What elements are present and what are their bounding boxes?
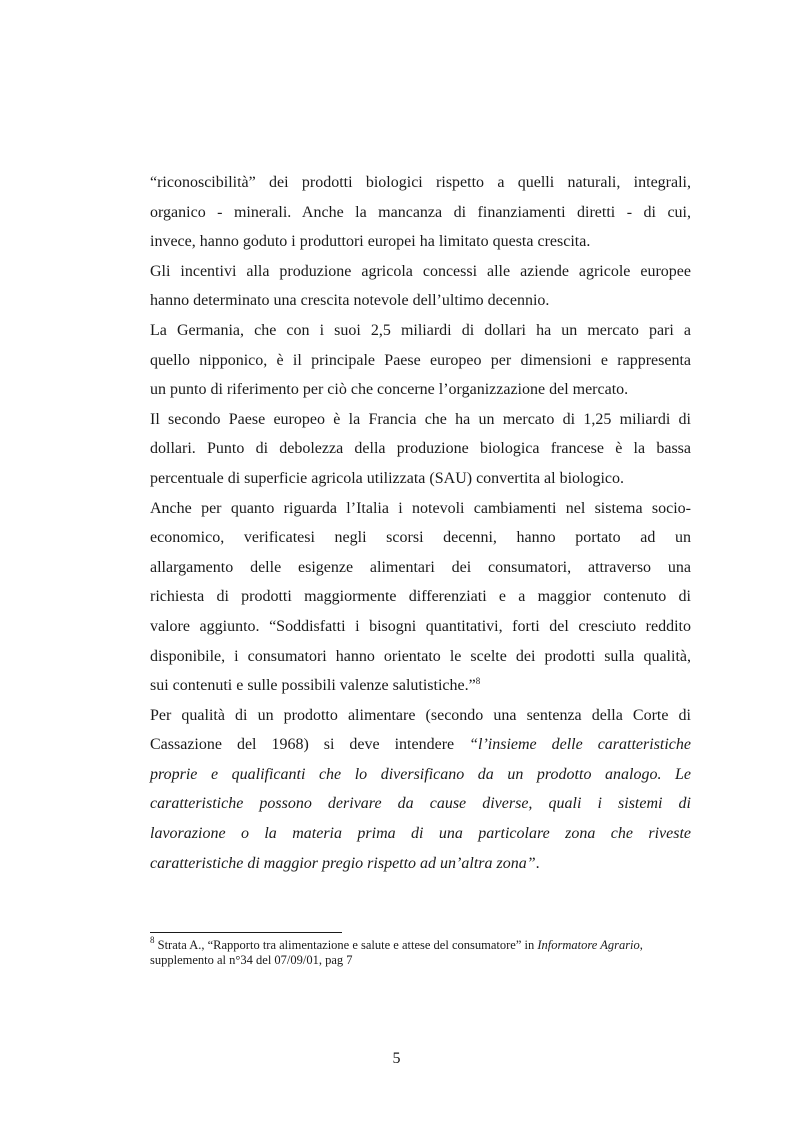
footnote-ref-8: 8 xyxy=(475,676,481,687)
body-line-18 xyxy=(150,671,691,701)
body-line-23: lavorazione o la materia prima di una particolare zona che riveste xyxy=(150,825,691,843)
quote-start: “l’insieme delle caratteristiche xyxy=(469,736,692,754)
footnote-line-2: supplemento al n°34 del 07/09/01, pag 7 xyxy=(150,953,353,967)
body-line-2: organico - minerali. Anche la mancanza di finanziamenti diretti - di cui, xyxy=(150,203,691,221)
page-number: 5 xyxy=(392,1050,401,1067)
body-line-22: caratteristiche possono derivare da cause diverse, quali i sistemi di xyxy=(150,795,691,813)
footnote-marker: 8 xyxy=(150,935,155,945)
body-line-12: Anche per quanto riguarda l’Italia i notevoli cambiamenti nel sistema socio- xyxy=(150,499,691,517)
body-line-10: dollari. Punto di debolezza della produzione biologica francese è la bassa xyxy=(150,440,691,458)
body-line-16: valore aggiunto. “Soddisfatti i bisogni quantitativi, forti del cresciuto reddito xyxy=(150,617,691,635)
body-line-9: Il secondo Paese europeo è la Francia che ha un mercato di 1,25 miliardi di xyxy=(150,410,691,428)
body-line-21: proprie e qualificanti che lo diversificano da un prodotto analogo. Le xyxy=(150,765,691,783)
body-line-8: un punto di riferimento per ciò che concerne l’organizzazione del mercato. xyxy=(150,381,629,399)
body-line-20 xyxy=(150,730,691,760)
body-line-4: Gli incentivi alla produzione agricola concessi alle aziende agricole europee xyxy=(150,262,691,280)
footnote-separator xyxy=(150,932,342,933)
body-line-24 xyxy=(150,849,691,879)
body-line-20-text: Cassazione del 1968) si deve intendere xyxy=(150,736,470,754)
body-line-11: percentuale di superficie agricola utilizzata (SAU) convertita al biologico. xyxy=(150,469,625,487)
footnote-publication: Informatore Agrario xyxy=(537,938,640,952)
body-line-15: richiesta di prodotti maggiormente differenziati e a maggior contenuto di xyxy=(150,588,691,606)
body-line-14: allargamento delle esigenze alimentari dei consumatori, attraverso una xyxy=(150,558,691,576)
body-line-19: Per qualità di un prodotto alimentare (secondo una sentenza della Corte di xyxy=(150,706,691,724)
body-line-5: hanno determinato una crescita notevole dell’ultimo decennio. xyxy=(150,292,550,310)
footnote-line-1 xyxy=(150,935,695,953)
footnote xyxy=(150,935,695,968)
quote-end: caratteristiche di maggior pregio rispetto ad un’altra zona” xyxy=(150,854,536,872)
body-line-18-text: sui contenuti e sulle possibili valenze salutistiche.” xyxy=(150,677,476,695)
body-line-13: economico, verificatesi negli scorsi decenni, hanno portato ad un xyxy=(150,529,691,547)
final-period: . xyxy=(535,854,540,872)
footnote-comma: , xyxy=(639,938,643,952)
body-line-17: disponibile, i consumatori hanno orientato le scelte dei prodotti sulla qualità, xyxy=(150,647,691,665)
footnote-text: Strata A., “Rapporto tra alimentazione e salute e attese del consumatore” in xyxy=(154,938,538,952)
body-line-3: invece, hanno goduto i produttori europei ha limitato questa crescita. xyxy=(150,233,591,251)
body-text xyxy=(150,168,691,878)
body-line-6: La Germania, che con i suoi 2,5 miliardi di dollari ha un mercato pari a xyxy=(150,321,691,339)
body-line-1: “riconoscibilità” dei prodotti biologici rispetto a quelli naturali, integrali, xyxy=(150,174,691,191)
body-line-7: quello nipponico, è il principale Paese europeo per dimensioni e rappresenta xyxy=(150,351,691,369)
